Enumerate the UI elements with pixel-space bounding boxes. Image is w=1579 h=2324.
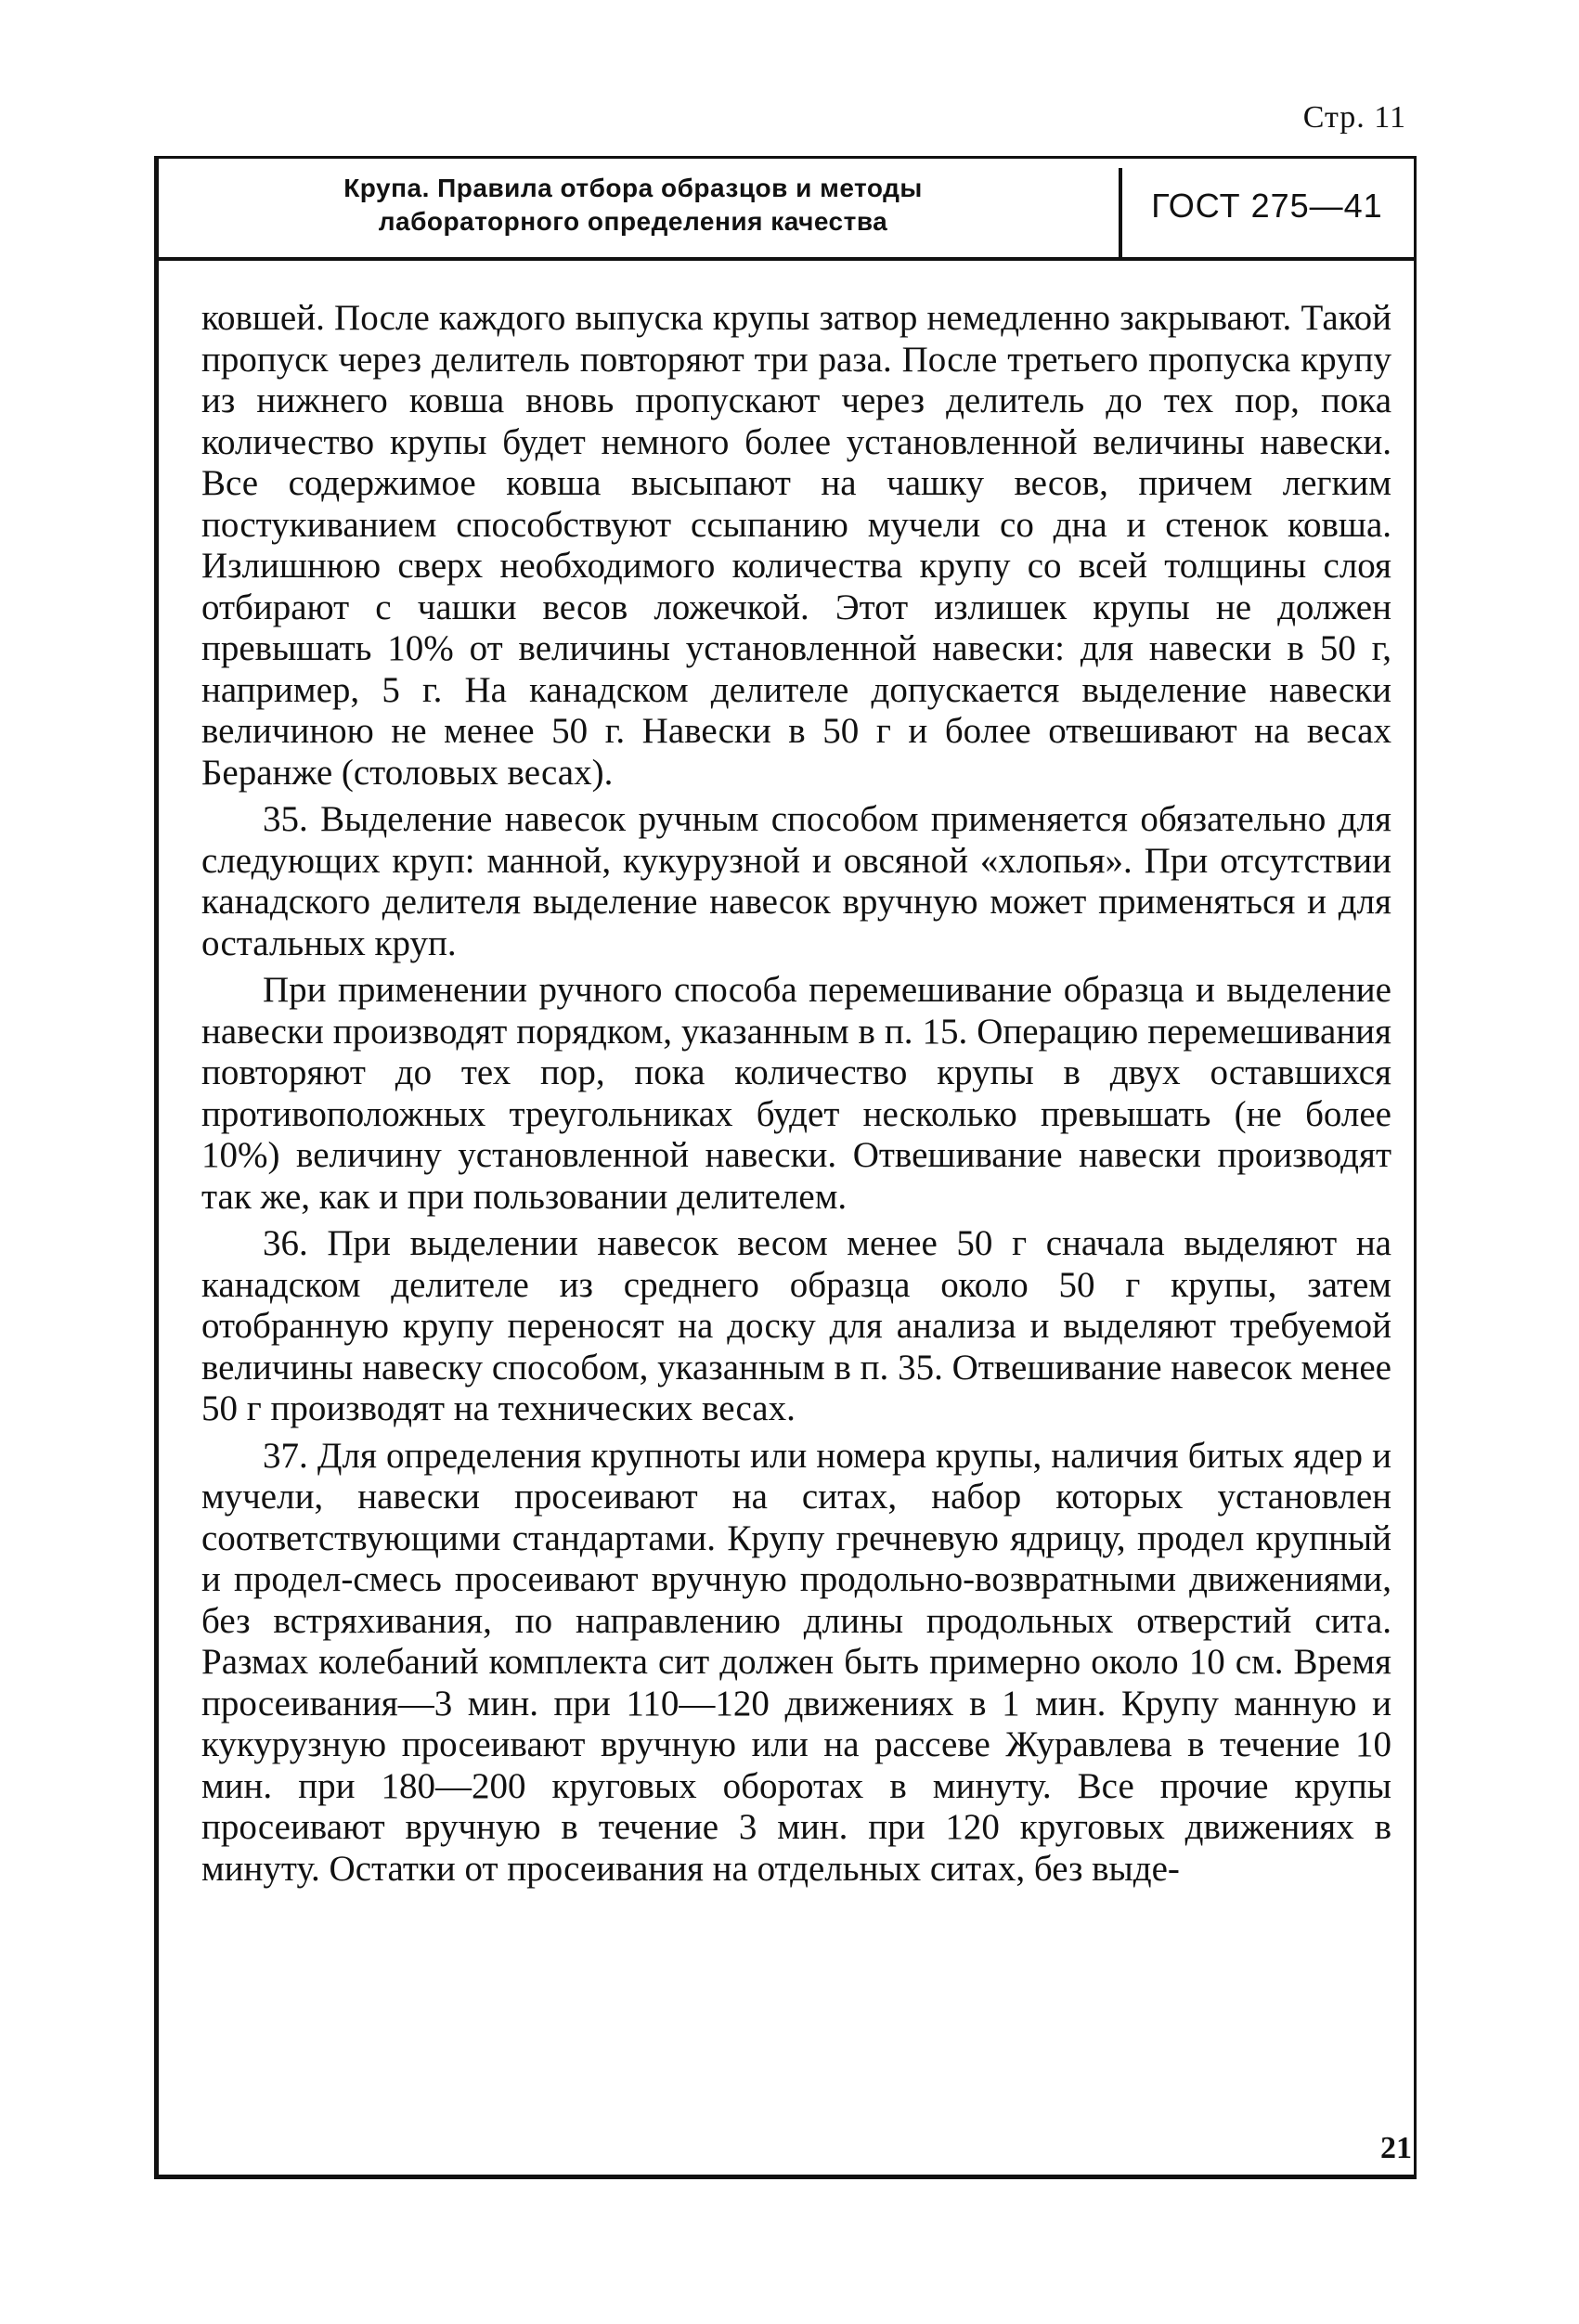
page-frame <box>154 156 1417 2179</box>
paragraph-35-manual-method: При применении ручного способа перемешивание образца и выделение навески производят порядком, указанным в п. 15. Операцию перемешивания повторяют до тех пор, пока количество крупы в двух оставшихся противоположных треугольниках будет несколько превышать (не более 10%) величину установленной навески. Отвешивание навески производят так же, как и при пользовании делителем. <box>201 970 1391 1217</box>
header-divider <box>1119 168 1122 257</box>
page-number-bottom: 21 <box>1380 2131 1412 2165</box>
paragraph-35: 35. Выделение навесок ручным способом применяется обязательно для следующих круп: манной, кукурузной и овсяной «хлопья». При отсутствии канадского делителя выделение навесок вручную может применяться и для остальных круп. <box>201 799 1391 963</box>
standard-code: ГОСТ 275—41 <box>1151 187 1383 225</box>
document-header <box>159 159 1414 261</box>
header-title-line-1: Крупа. Правила отбора образцов и методы <box>343 174 923 202</box>
paragraph-continuation: ковшей. После каждого выпуска крупы затвор немедленно закрывают. Такой пропуск через делитель повторяют три раза. После третьего пропуска крупу из нижнего ковша вновь пропускают через делитель до тех пор, пока количество крупы будет немного более установленной величины навески. Все содержимое ковша высыпают на чашку весов, причем легким постукиванием способствуют ссыпанию мучели со дна и стенок ковша. Излишнюю сверх необходимого количества крупу со всей толщины слоя отбирают с чашки весов ложечкой. Этот излишек крупы не должен превышать 10% от величины установленной навески: для навески в 50 г, например, 5 г. На канадском делителе допускается выделение навески величиною не менее 50 г. Навески в 50 г и более отвешивают на весах Беранже (столовых весах). <box>201 298 1391 793</box>
document-body <box>201 298 1391 1895</box>
header-title-line-2: лабораторного определения качества <box>378 207 888 236</box>
page-label-top: Стр. 11 <box>1302 100 1406 135</box>
paragraph-37: 37. Для определения крупноты или номера крупы, наличия битых ядер и мучели, навески просеивают на ситах, набор которых установлен соответствующими стандартами. Крупу гречневую ядрицу, продел крупный и продел-смесь просеивают вручную продольно-возвратными движениями, без встряхивания, по направлению длины продольных отверстий сита. Размах колебаний комплекта сит должен быть примерно около 10 см. Время просеивания—3 мин. при 110—120 движениях в 1 мин. Крупу манную и кукурузную просеивают вручную или на рассеве Журавлева в течение 10 мин. при 180—200 круговых оборотах в минуту. Все прочие крупы просеивают вручную в течение 3 мин. при 120 круговых движениях в минуту. Остатки от просеивания на отдельных ситах, без выде- <box>201 1435 1391 1889</box>
header-title <box>159 172 1107 239</box>
paragraph-36: 36. При выделении навесок весом менее 50 г сначала выделяют на канадском делителе из среднего образца около 50 г крупы, затем отобранную крупу переносят на доску для анализа и выделяют требуемой величины навеску способом, указанным в п. 35. Отвешивание навесок менее 50 г производят на технических весах. <box>201 1223 1391 1428</box>
